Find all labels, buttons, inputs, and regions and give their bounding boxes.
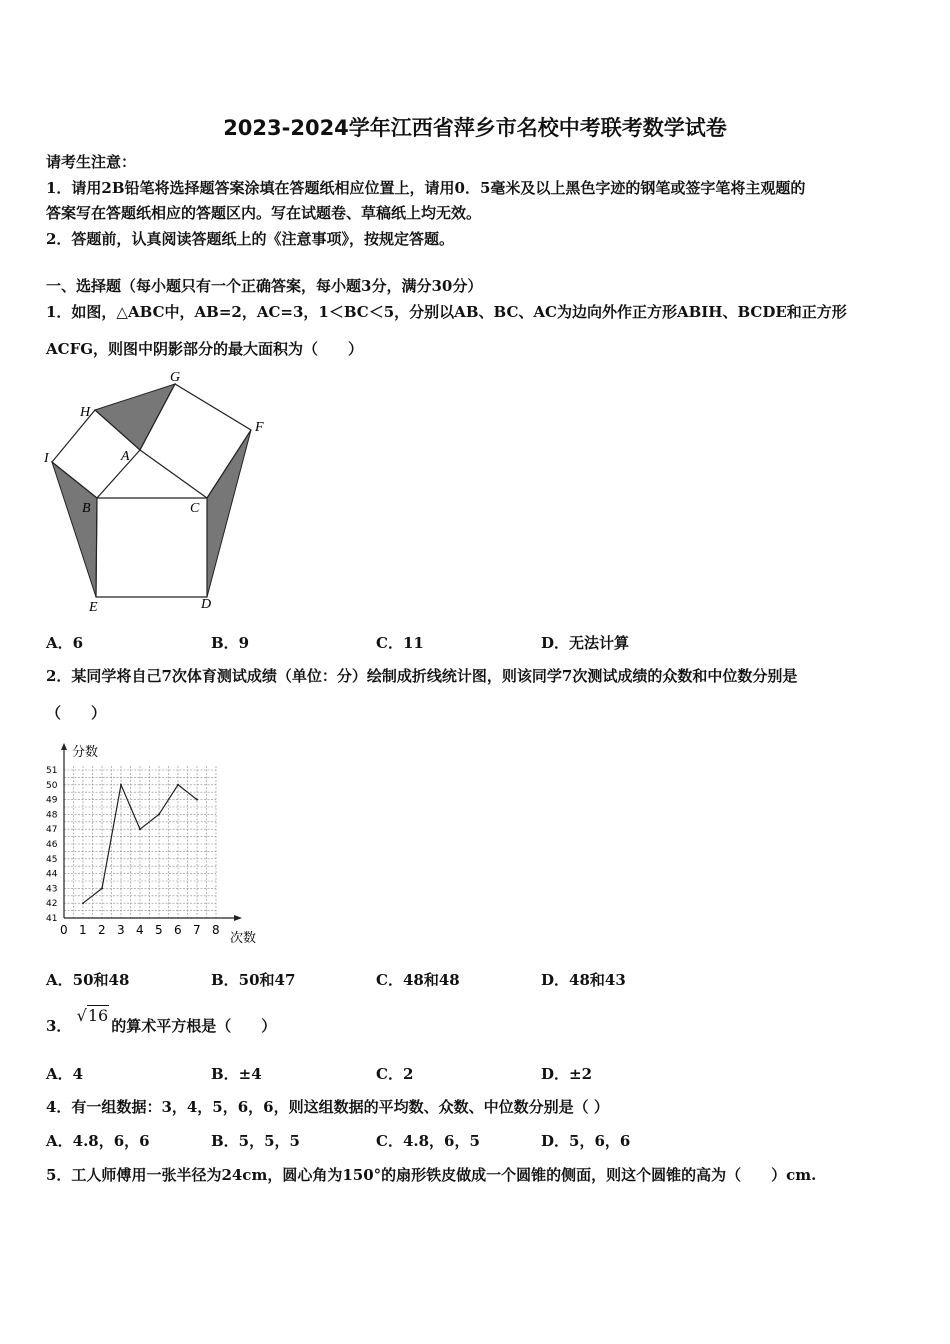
q1-stem-line-2: ACFG，则图中阴影部分的最大面积为（ ） (46, 340, 364, 358)
radical-sign: √ (76, 1006, 87, 1025)
y-tick-label: 44 (46, 869, 58, 880)
y-tick-label: 49 (46, 795, 58, 806)
x-tick-label: 0 (60, 923, 68, 937)
x-axis-label: 次数 (230, 931, 257, 946)
label-i: I (44, 451, 49, 466)
shaded-triangle-ahg (95, 384, 175, 450)
q2-stem-line-1: 2．某同学将自己7次体育测试成绩（单位：分）绘制成折线统计图，则该同学7次测试成绩的众数和中位数分别是 (46, 667, 798, 685)
label-d: D (201, 597, 212, 612)
q2-option-a: A．50和48 (46, 971, 130, 989)
q3-option-d: D．±2 (541, 1065, 593, 1083)
q3-stem (46, 1006, 277, 1035)
label-h: H (80, 405, 91, 420)
data-point (158, 813, 160, 815)
q2-line-chart (40, 738, 270, 948)
x-tick-label: 7 (193, 923, 201, 937)
q3-prefix: 3． (46, 1017, 72, 1035)
shaded-triangle-ibe (52, 462, 97, 597)
q3-option-c: C．2 (376, 1065, 414, 1083)
x-tick-label: 3 (117, 923, 125, 937)
q4-option-b: B．5，5，5 (211, 1132, 300, 1150)
shaded-triangle-cfd (207, 430, 251, 597)
x-tick-label: 6 (174, 923, 182, 937)
q1-stem-line-1: 1．如图，△ABC中，AB=2，AC=3，1＜BC＜5，分别以AB、BC、AC为边向外作正方形ABIH、BCDE和正方形 (46, 303, 847, 321)
q1-option-d: D．无法计算 (541, 634, 630, 652)
label-e: E (89, 600, 98, 615)
x-tick-label: 2 (98, 923, 106, 937)
q2-stem-line-2: （ ） (46, 704, 107, 722)
q3-sqrt-expression (77, 1006, 110, 1026)
label-g: G (170, 370, 181, 385)
data-point (139, 828, 141, 830)
x-tick-label: 4 (136, 923, 144, 937)
notice-heading: 请考生注意： (46, 153, 137, 171)
label-c: C (190, 501, 200, 516)
q4-stem: 4．有一组数据：3，4，5，6，6，则这组数据的平均数、众数、中位数分别是（ ） (46, 1098, 609, 1116)
label-f: F (255, 420, 264, 435)
page-title: 2023-2024学年江西省萍乡市名校中考联考数学试卷 (223, 116, 727, 140)
y-tick-label: 46 (46, 840, 58, 850)
label-a: A (121, 449, 130, 464)
q1-option-c: C．11 (376, 634, 424, 652)
data-point (82, 902, 84, 904)
q3-suffix: 的算术平方根是（ ） (111, 1017, 277, 1035)
notice-line-2: 答案写在答题纸相应的答题区内。写在试题卷、草稿纸上均无效。 (46, 204, 482, 222)
data-point (196, 799, 198, 801)
q3-option-a: A．4 (46, 1065, 84, 1083)
q4-option-a: A．4.8，6，6 (46, 1132, 150, 1150)
y-tick-label: 50 (46, 780, 58, 791)
y-tick-label: 47 (46, 825, 58, 836)
x-axis-arrow (234, 915, 242, 921)
section-heading: 一、选择题（每小题只有一个正确答案，每小题3分，满分30分） (46, 277, 483, 295)
q5-stem: 5．工人师傅用一张半径为24cm，圆心角为150°的扇形铁皮做成一个圆锥的侧面，则这个圆锥的高为（ ）cm. (46, 1166, 817, 1184)
data-point (101, 887, 103, 889)
q3-option-b: B．±4 (211, 1065, 262, 1083)
y-tick-label: 45 (46, 854, 58, 865)
y-axis-arrow (61, 743, 67, 750)
data-point (120, 784, 122, 786)
notice-line-3: 2．答题前，认真阅读答题纸上的《注意事项》，按规定答题。 (46, 230, 454, 248)
data-point (177, 784, 179, 786)
q3-radicand: 16 (87, 1006, 109, 1025)
q1-option-b: B．9 (211, 634, 250, 652)
notice-line-1: 1．请用2B铅笔将选择题答案涂填在答题纸相应位置上，请用0．5毫米及以上黑色字迹的钢笔或签字笔将主观题的 (46, 179, 806, 197)
q2-option-c: C．48和48 (376, 971, 460, 989)
q4-option-d: D．5，6，6 (541, 1132, 631, 1150)
x-tick-label: 8 (212, 923, 220, 937)
label-b: B (82, 501, 91, 516)
q2-option-d: D．48和43 (541, 971, 626, 989)
x-tick-label: 5 (155, 923, 163, 937)
y-axis-label: 分数 (72, 745, 99, 760)
y-tick-label: 42 (46, 899, 58, 910)
q1-option-a: A．6 (46, 634, 84, 652)
y-tick-label: 41 (46, 914, 58, 924)
y-tick-label: 43 (46, 884, 58, 895)
q4-option-c: C．4.8，6，5 (376, 1132, 480, 1150)
y-tick-label: 51 (46, 766, 58, 776)
q2-option-b: B．50和47 (211, 971, 296, 989)
q1-geometry-figure (40, 368, 275, 620)
y-tick-label: 48 (46, 810, 58, 821)
x-tick-label: 1 (79, 923, 87, 937)
